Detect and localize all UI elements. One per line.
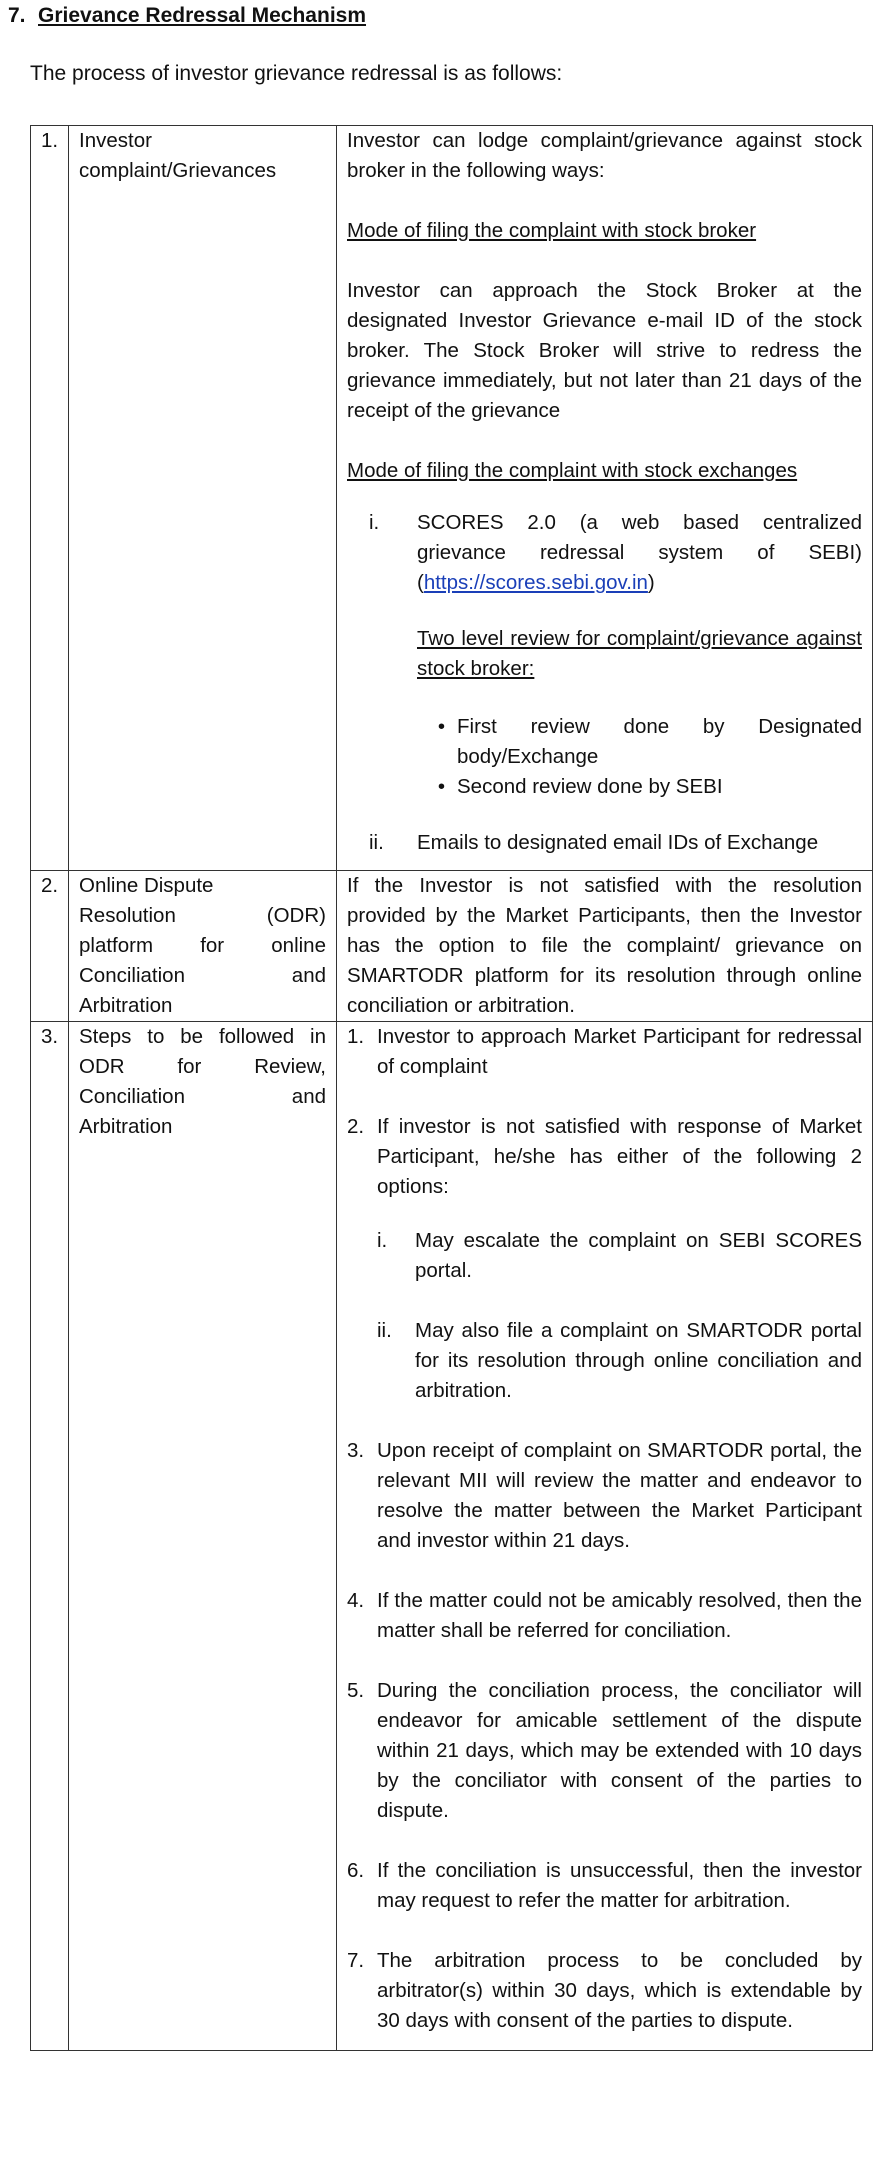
step-item — [347, 1946, 862, 2036]
list-item — [417, 772, 862, 802]
label-line: Arbitration — [79, 1115, 173, 1138]
section-intro: The process of investor grievance redressal is as follows: — [30, 62, 563, 85]
label-line — [79, 871, 326, 901]
review-text: Second review done by SEBI — [457, 775, 723, 798]
mode-broker-heading: Mode of filing the complaint with stock broker — [347, 219, 757, 242]
step-text: Investor to approach Market Participant for redressal of complaint — [377, 1025, 862, 1078]
table-row — [31, 871, 873, 1022]
mode-exchange-heading: Mode of filing the complaint with stock exchanges — [347, 459, 798, 482]
sub-option — [347, 1226, 862, 1286]
step-number: 6. — [347, 1859, 365, 1882]
row-intro: Investor can lodge complaint/grievance against stock broker in the following ways: — [347, 129, 862, 182]
step-number: 3. — [347, 1439, 365, 1462]
row-label — [69, 871, 337, 1022]
label-line: Conciliation and — [79, 1085, 326, 1108]
step-number: 5. — [347, 1679, 365, 1702]
link-paren-close: ) — [647, 571, 655, 594]
label-line: Steps to be followed in — [79, 1025, 326, 1048]
option-text — [417, 508, 862, 598]
step-number: 7. — [347, 1949, 365, 1972]
review-text: First review done by Designated body/Exchange — [457, 715, 862, 768]
step-text: If the conciliation is unsuccessful, then the investor may request to refer the matter for arbitration. — [377, 1859, 862, 1912]
option-numeral: i. — [369, 511, 380, 534]
label-line: Resolution (ODR) — [79, 904, 326, 927]
step-text: The arbitration process to be concluded by arbitrator(s) within 30 days, which is extendable by 30 days with consent of the parties to dispute. — [377, 1949, 862, 2032]
step-item — [347, 1676, 862, 1826]
review-heading: Two level review for complaint/grievance against stock broker: — [417, 627, 862, 680]
scores-link[interactable]: https://scores.sebi.gov.in — [423, 571, 648, 594]
step-item — [347, 1022, 862, 1082]
row-number: 2. — [31, 871, 69, 1022]
label-line: Conciliation and — [79, 964, 326, 987]
sub-option-numeral: ii. — [377, 1319, 392, 1342]
row-number: 3. — [31, 1022, 69, 2051]
table-row — [31, 126, 873, 871]
bullet-icon: • — [437, 775, 445, 798]
mode-broker-text: Investor can approach the Stock Broker at the designated Investor Grievance e-mail ID of the stock broker. The Stock Broker will strive to redress the grievance immediately, but not later than 21 days of the receipt of the grievance — [347, 279, 862, 422]
row-label: Investor complaint/Grievances — [69, 126, 337, 871]
section-number: 7. — [8, 4, 26, 27]
sub-option-text: May escalate the complaint on SEBI SCORES portal. — [415, 1229, 862, 1282]
bullet-icon: • — [437, 715, 445, 738]
row-number: 1. — [31, 126, 69, 871]
step-number: 2. — [347, 1115, 365, 1138]
label-line: Arbitration — [79, 994, 173, 1017]
list-item — [417, 712, 862, 772]
step-number: 4. — [347, 1589, 365, 1612]
option-item — [347, 508, 862, 802]
step-item — [347, 1112, 862, 1202]
step-text: Upon receipt of complaint on SMARTODR portal, the relevant MII will review the matter and endeavor to resolve the matter between the Market Participant and investor within 21 days. — [377, 1439, 862, 1552]
option-text: Emails to designated email IDs of Exchange — [417, 831, 819, 854]
grievance-table — [30, 125, 873, 2051]
sub-option-numeral: i. — [377, 1229, 388, 1252]
step-text: If the matter could not be amicably resolved, then the matter shall be referred for conciliation. — [377, 1589, 862, 1642]
option-item — [347, 828, 862, 858]
link-paren-open: ( — [417, 571, 424, 594]
row-content — [337, 1022, 873, 2051]
label-line: ODR for Review, — [79, 1055, 326, 1078]
section-heading — [8, 0, 366, 32]
label-words: Online Dispute — [79, 874, 214, 897]
option-numeral: ii. — [369, 831, 384, 854]
option-description: SCORES 2.0 (a web based centralized grievance redressal system of SEBI) — [417, 511, 862, 564]
sub-option-text: May also file a complaint on SMARTODR portal for its resolution through online conciliation and arbitration. — [415, 1319, 862, 1402]
sub-option — [347, 1316, 862, 1406]
step-item — [347, 1856, 862, 1916]
row-text: If the Investor is not satisfied with the resolution provided by the Market Participants, then the Investor has the option to file the complaint/ grievance on SMARTODR platform for its resolution through online conciliation or arbitration. — [347, 874, 862, 1017]
step-number: 1. — [347, 1025, 365, 1048]
label-line: platform for online — [79, 934, 326, 957]
table-row — [31, 1022, 873, 2051]
step-text: During the conciliation process, the conciliator will endeavor for amicable settlement of the dispute within 21 days, which may be extended with 10 days by the conciliator with consent of the parties to dispute. — [377, 1679, 862, 1822]
row-label — [69, 1022, 337, 2051]
step-item — [347, 1586, 862, 1646]
step-item — [347, 1436, 862, 1556]
step-text: If investor is not satisfied with response of Market Participant, he/she has either of the following 2 options: — [377, 1115, 862, 1198]
row-content — [337, 871, 873, 1022]
section-title: Grievance Redressal Mechanism — [38, 4, 367, 27]
row-content — [337, 126, 873, 871]
